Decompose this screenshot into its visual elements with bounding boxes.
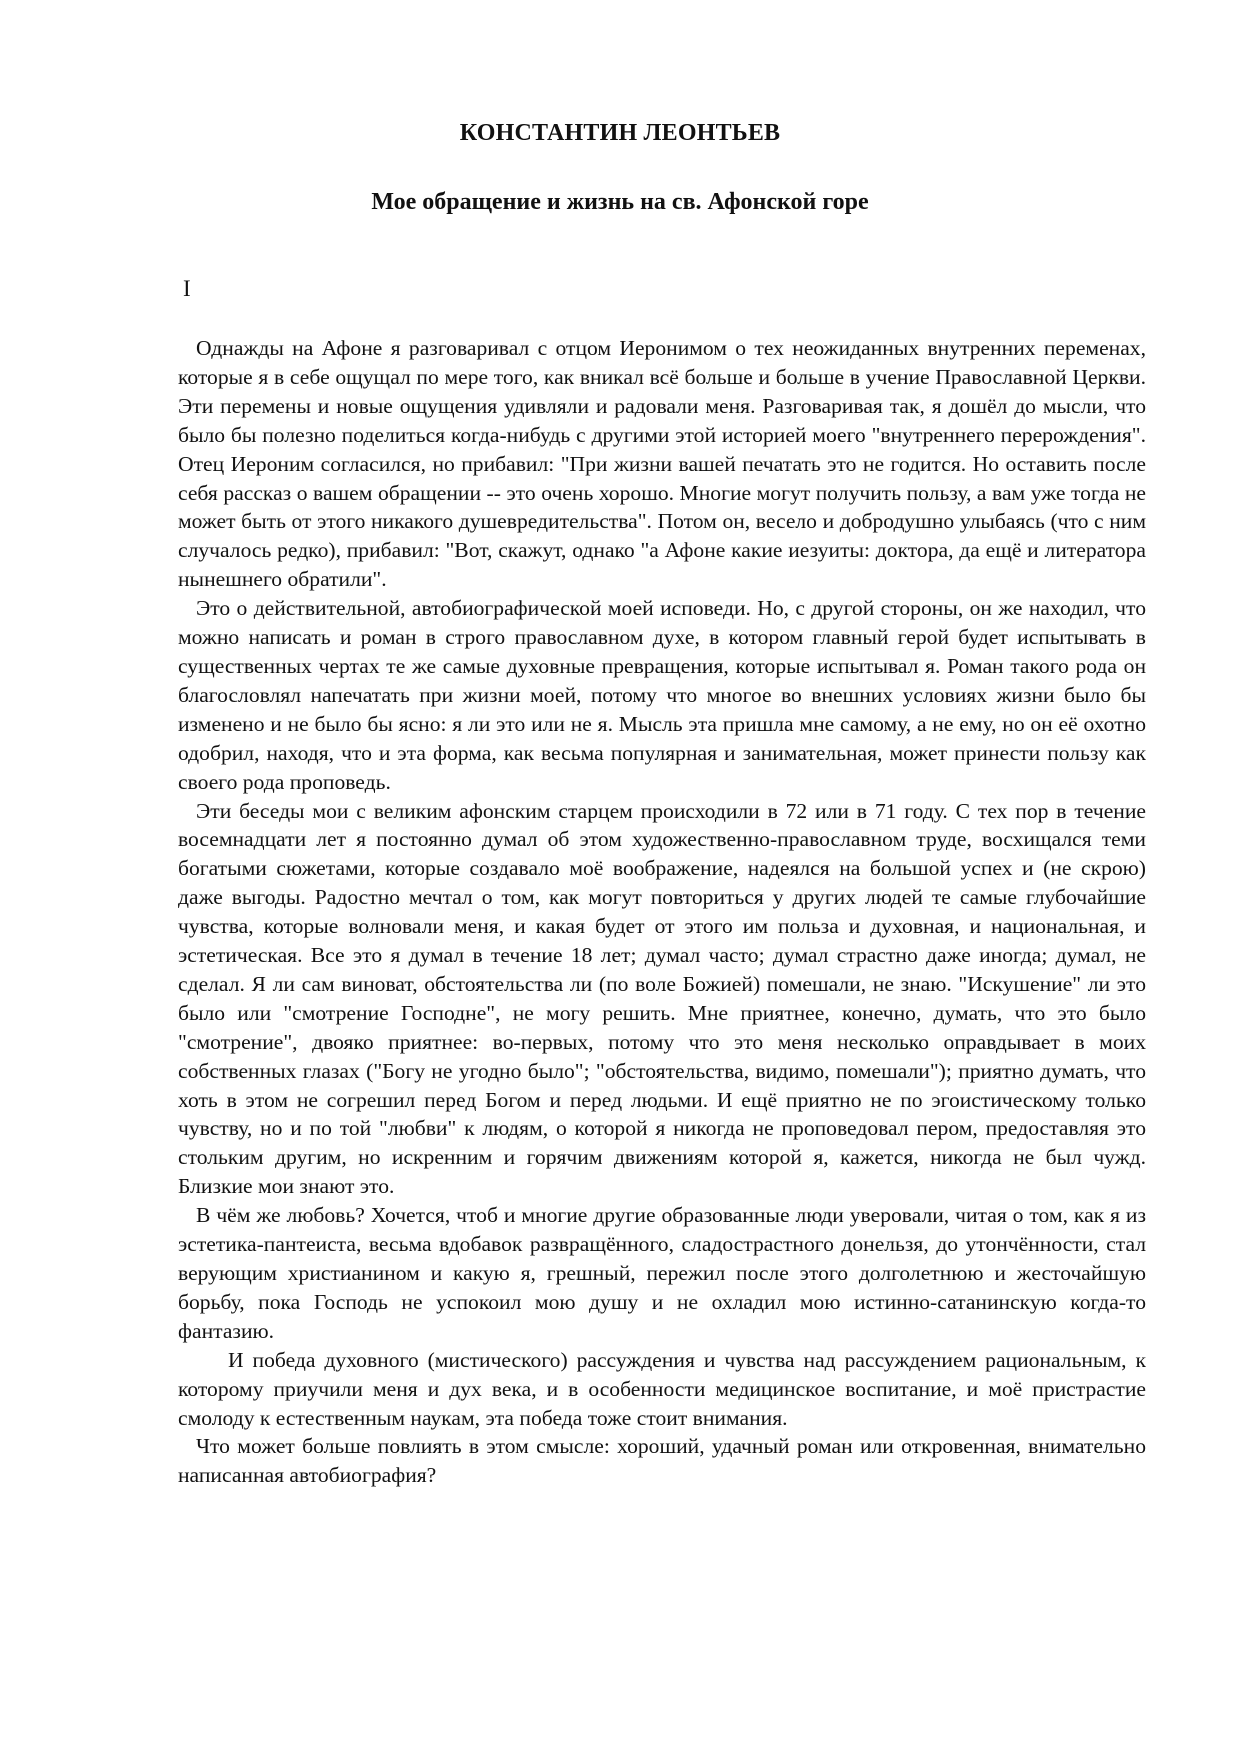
document-body: [178, 334, 1146, 1490]
author-heading: КОНСТАНТИН ЛЕОНТЬЕВ: [459, 120, 781, 146]
paragraph: Однажды на Афоне я разговаривал с отцом Иеронимом о тех неожиданных внутренних переменах, которые я в себе ощущал по мере того, как вникал всё больше и больше в учение Православной Церкви. Эти перемены и новые ощущения удивляли и радовали меня. Разговаривая так, я дошёл до мысли, что было бы полезно поделиться когда-нибудь с другими этой историей моего "внутреннего перерождения". Отец Иероним согласился, но прибавил: "При жизни вашей печатать это не годится. Но оставить после себя рассказ о вашем обращении -- это очень хорошо. Многие могут получить пользу, а вам уже тогда не может быть от этого никакого душевредительства". Потом он, весело и добродушно улыбаясь (что с ним случалось редко), прибавил: "Вот, скажут, однако "а Афоне какие иезуиты: доктора, да ещё и литератора нынешнего обратили".: [178, 336, 1146, 592]
chapter-number: I: [183, 276, 191, 301]
paragraph: И победа духовного (мистического) рассуждения и чувства над рассуждением рациональным, к которому приучили меня и дух века, и в особенности медицинское воспитание, и моё пристрастие смолоду к естественным наукам, эта победа тоже стоит внимания.: [178, 1347, 1146, 1430]
paragraph: Что может больше повлиять в этом смысле: хороший, удачный роман или откровенная, внимательно написанная автобиография?: [178, 1434, 1146, 1488]
document-title: Мое обращение и жизнь на св. Афонской горе: [371, 189, 869, 215]
paragraph: Эти беседы мои с великим афонским старцем происходили в 72 или в 71 году. С тех пор в течение восемнадцати лет я постоянно думал об этом художественно-православном труде, восхищался теми богатыми сюжетами, которые создавало моё воображение, надеялся на большой успех и (не скрою) даже выгоды. Радостно мечтал о том, как могут повториться у других людей те самые глубочайшие чувства, которые волновали меня, и какая будет от этого им польза и духовная, и национальная, и эстетическая. Все это я думал в течение 18 лет; думал часто; думал страстно даже иногда; думал, не сделал. Я ли сам виноват, обстоятельства ли (по воле Божией) помешали, не знаю. "Искушение" ли это было или "смотрение Господне", не могу решить. Мне приятнее, конечно, думать, что это было "смотрение", двояко приятнее: во-первых, потому что это меня несколько оправдывает в моих собственных глазах ("Богу не угодно было"; "обстоятельства, видимо, помешали"); приятно думать, что хоть в этом не согрешил перед Богом и перед людьми. И ещё приятно не по эгоистическому только чувству, но и по той "любви" к людям, о которой я никогда не проповедовал пером, предоставляя это стольким другим, но искренним и горячим движениям которой я, кажется, никогда не был чужд. Близкие мои знают это.: [178, 798, 1146, 1199]
paragraph: Это о действительной, автобиографической моей исповеди. Но, с другой стороны, он же находил, что можно написать и роман в строго православном духе, в котором главный герой будет испытывать в существенных чертах те же самые духовные превращения, которые испытывал я. Роман такого рода он благословлял напечатать при жизни моей, потому что многое во внешних условиях жизни было бы изменено и не было бы ясно: я ли это или не я. Мысль эта пришла мне самому, а не ему, но он её охотно одобрил, находя, что и эта форма, как весьма популярная и занимательная, может принести пользу как своего рода проповедь.: [178, 596, 1146, 794]
paragraph: В чём же любовь? Хочется, чтоб и многие другие образованные люди уверовали, читая о том, как я из эстетика-пантеиста, весьма вдобавок развращённого, сладострастного донельзя, до утончённости, стал верующим христианином и какую я, грешный, пережил после этого долголетнюю и жесточайшую борьбу, пока Господь не успокоил мою душу и не охладил мою истинно-сатанинскую когда-то фантазию.: [178, 1203, 1146, 1343]
